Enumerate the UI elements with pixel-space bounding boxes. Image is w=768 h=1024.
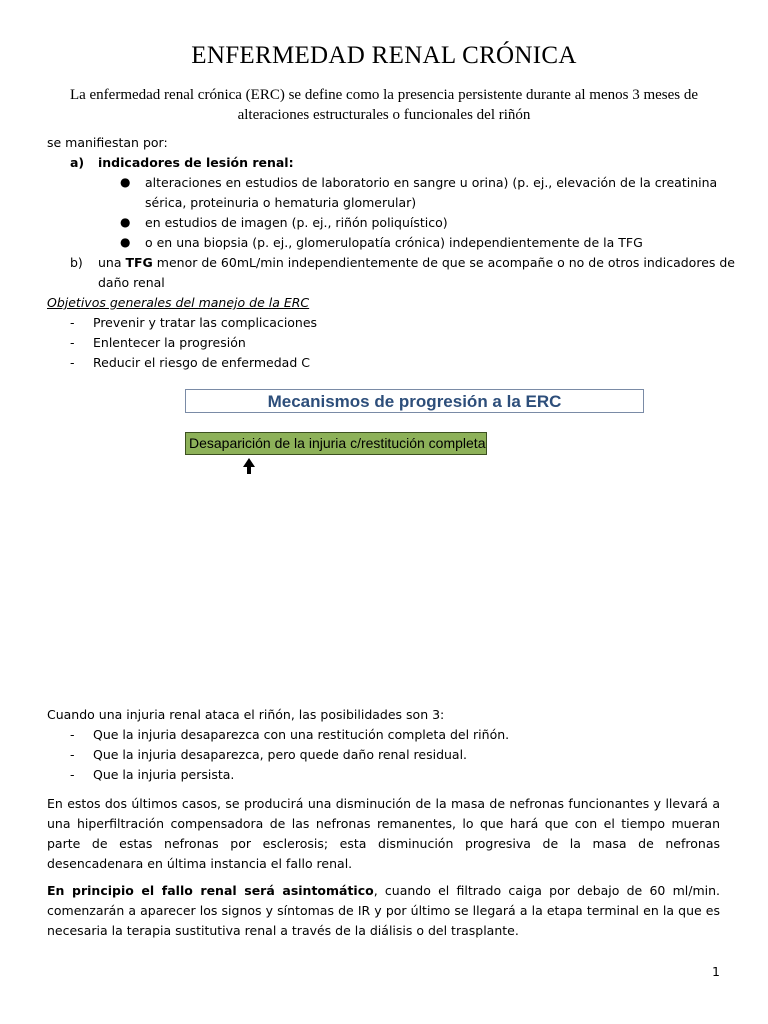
possibility-item: Que la injuria persista. [93, 767, 235, 782]
paragraph-renal-failure [47, 881, 720, 941]
manifest-label: se manifiestan por: [47, 135, 168, 150]
item-a-marker: a) [70, 155, 85, 170]
diagram-box-label: Desaparición de la injuria c/restitución completa [189, 435, 486, 451]
dash-marker: - [70, 355, 75, 370]
bullet-icon: ● [120, 235, 131, 249]
possibility-item: Que la injuria desaparezca con una restitución completa del riñón. [93, 727, 510, 742]
bullet-2: en estudios de imagen (p. ej., riñón poliquístico) [145, 215, 448, 230]
page-title: ENFERMEDAD RENAL CRÓNICA [191, 42, 577, 69]
possibilities-intro: Cuando una injuria renal ataca el riñón, las posibilidades son 3: [47, 707, 445, 722]
objective-item: Prevenir y tratar las complicaciones [93, 315, 318, 330]
dash-marker: - [70, 727, 75, 742]
arrow-up-icon [242, 458, 256, 474]
objective-item: Reducir el riesgo de enfermedad C [93, 355, 310, 370]
diagram-title: Mecanismos de progresión a la ERC [267, 392, 562, 411]
dash-marker: - [70, 335, 75, 350]
item-b-line2: daño renal [98, 275, 165, 290]
bullet-icon: ● [120, 175, 131, 189]
objective-item: Enlentecer la progresión [93, 335, 246, 350]
bullet-1-line2: sérica, proteinuria o hematuria glomerular) [145, 195, 417, 210]
item-b-marker: b) [70, 255, 83, 270]
objectives-heading: Objetivos generales del manejo de la ERC [47, 295, 310, 310]
dash-marker: - [70, 747, 75, 762]
paragraph-hyperfiltration: En estos dos últimos casos, se producirá una disminución de la masa de nefronas funcionantes y llevará a una hiperfiltración compensadora de las nefronas remanentes, lo que hará que con el tiempo mueran parte de estas nefronas por esclerosis; esta disminución progresiva de la masa de nefronas desencadenara en última instancia el fallo renal. [47, 796, 720, 871]
intro-paragraph: La enfermedad renal crónica (ERC) se define como la presencia persistente durante al menos 3 meses de alteraciones estructurales o funcionales del riñón [69, 87, 699, 123]
item-b-bold: TFG [125, 255, 153, 270]
paragraph-renal-failure-bold: En principio el fallo renal será asintomático [47, 883, 374, 898]
item-b-post: menor de 60mL/min independientemente de que se acompañe o no de otros indicadores de [152, 255, 735, 270]
item-b-pre: una [98, 255, 126, 270]
diagram-title-box [185, 389, 644, 413]
dash-marker: - [70, 767, 75, 782]
dash-marker: - [70, 315, 75, 330]
bullet-3: o en una biopsia (p. ej., glomerulopatía crónica) independientemente de la TFG [145, 235, 643, 250]
bullet-1-line1: alteraciones en estudios de laboratorio en sangre u orina) (p. ej., elevación de la creatinina [145, 175, 718, 190]
item-b-text [98, 253, 735, 273]
possibility-item: Que la injuria desaparezca, pero quede daño renal residual. [93, 747, 468, 762]
page-number: 1 [712, 964, 720, 979]
item-a-label: indicadores de lesión renal: [98, 155, 294, 170]
bullet-icon: ● [120, 215, 131, 229]
paragraph-renal-failure-rest: , cuando el filtrado caiga por debajo de 60 ml/min. comenzarán a aparecer los signos y síntomas de IR y por último se llegará a la etapa terminal en la que es necesaria la terapia sustitutiva renal a través de la diálisis o del trasplante. [47, 883, 720, 938]
diagram-box-restitution [185, 432, 487, 455]
